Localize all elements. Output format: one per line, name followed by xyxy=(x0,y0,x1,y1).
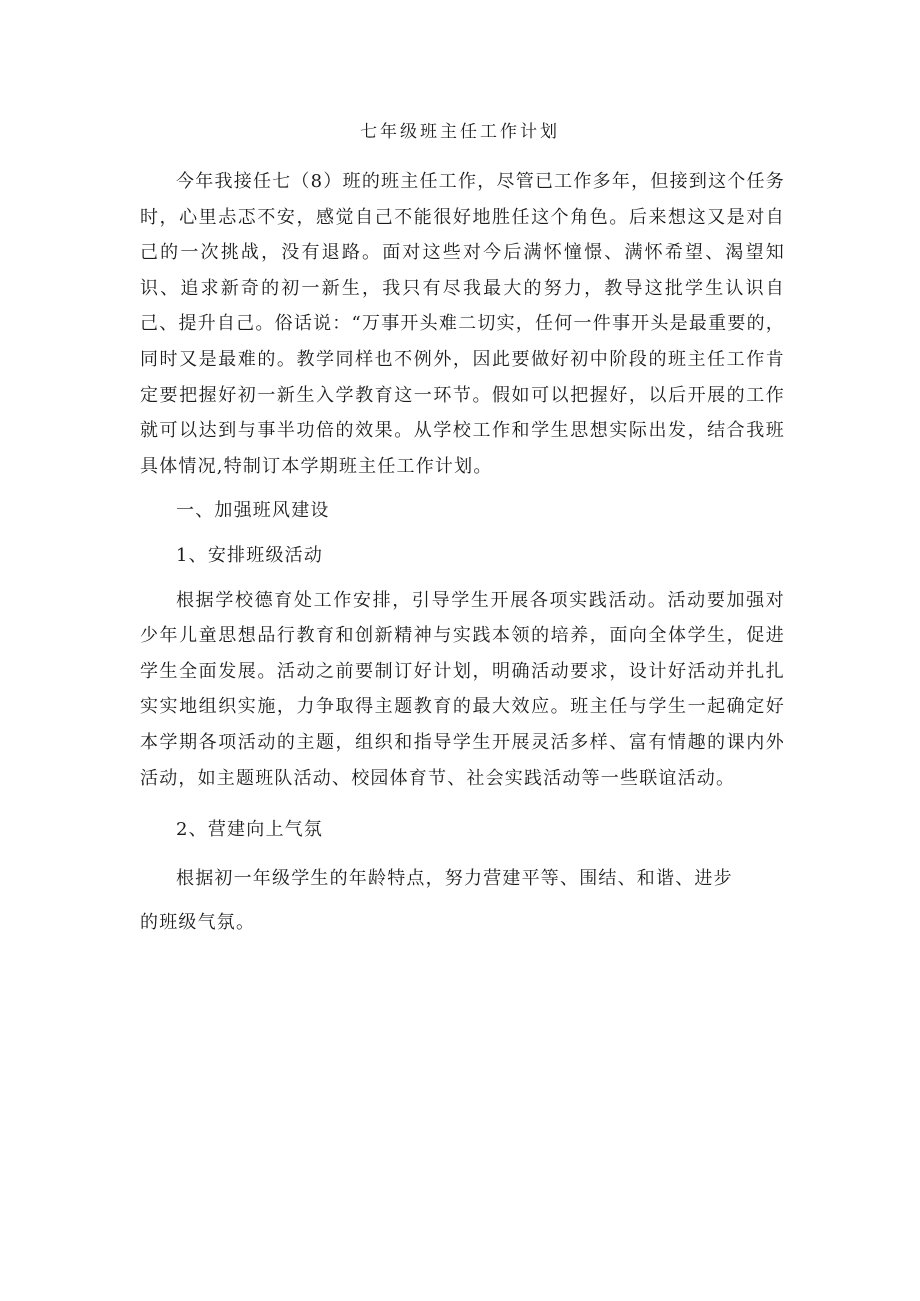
document-body xyxy=(140,164,785,945)
subsection-paragraph-2: 根据初一年级学生的年龄特点，努力营建平等、围结、和谐、进步的班级气氛。 xyxy=(140,867,733,933)
section-heading-1: 一、加强班风建设 xyxy=(176,500,330,522)
subsection-heading-1: 1、安排班级活动 xyxy=(176,544,324,566)
intro-paragraph: 今年我接任七（8）班的班主任工作，尽管已工作多年，但接到这个任务时，心里忐忑不安，感觉自己不能很好地胜任这个角色。后来想这又是对自己的一次挑战，没有退路。面对这些对今后满怀憧憬、满怀希望、渴望知识、追求新奇的初一新生，我只有尽我最大的努力，教导这批学生认识自己、提升自己。俗话说：“万事开头难二切实，任何一件事开头是最重要的，同时又是最难的。教学同样也不例外，因此要做好初中阶段的班主任工作肯定要把握好初一新生入学教育这一环节。假如可以把握好，以后开展的工作就可以达到与事半功倍的效果。从学校工作和学生思想实际出发，结合我班具体情况,特制订本学期班主任工作计划。 xyxy=(140,171,785,477)
subsection-heading-2: 2、营建向上气氛 xyxy=(176,819,324,841)
document-title: 七年级班主任工作计划 xyxy=(360,122,560,142)
subsection-paragraph-1: 根据学校德育处工作安排，引导学生开展各项实践活动。活动要加强对少年儿童思想品行教育和创新精神与实践本领的培养，面向全体学生，促进学生全面发展。活动之前要制订好计划，明确活动要求，设计好活动并扎扎实实地组织实施，力争取得主题教育的最大效应。班主任与学生一起确定好本学期各项活动的主题，组织和指导学生开展灵活多样、富有情趣的课内外活动，如主题班队活动、校园体育节、社会实践活动等一些联谊活动。 xyxy=(140,589,785,789)
